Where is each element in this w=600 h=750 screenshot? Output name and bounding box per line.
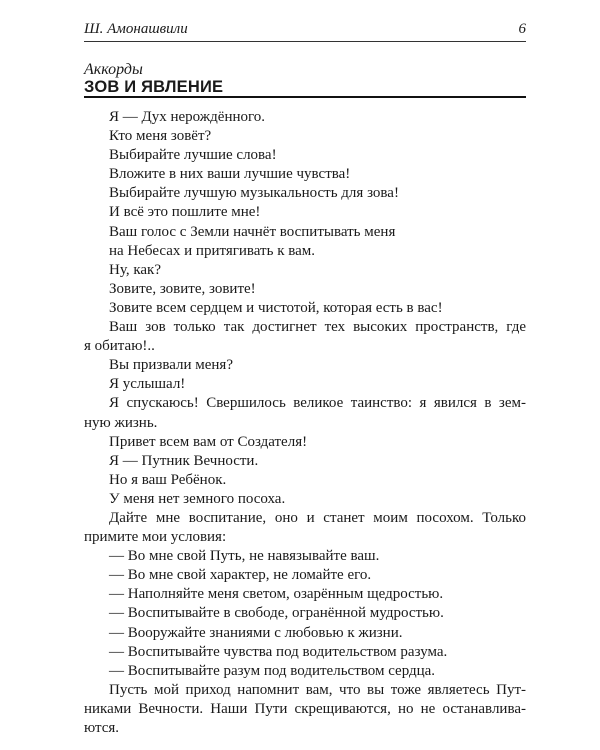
header-divider — [84, 41, 526, 42]
text-line: никами Вечности. Наши Пути скрещиваются, но не останавлива- — [84, 700, 526, 717]
text-line: Я спускаюсь! Свершилось великое таинство: я явился в зем- — [109, 395, 526, 412]
chapter-title: ЗОВ И ЯВЛЕНИЕ — [84, 78, 224, 96]
text-line: Выбирайте лучшие слова! — [109, 147, 277, 164]
text-line: ются. — [84, 720, 120, 736]
header-author: Ш. Амонашвили — [84, 21, 188, 37]
text-line: Я — Путник Вечности. — [109, 452, 259, 469]
text-line: Вы призвали меня? — [109, 357, 233, 374]
text-line: У меня нет земного посоха. — [109, 490, 286, 507]
text-line: Зовите, зовите, зовите! — [109, 280, 256, 297]
list-item: — Вооружайте знаниями с любовью к жизни. — [109, 624, 403, 641]
list-item: — Воспитывайте в свободе, огранённой мудростью. — [109, 605, 444, 622]
text-line: Кто меня зовёт? — [109, 128, 212, 145]
text-line: я обитаю!.. — [84, 338, 155, 355]
running-header — [84, 18, 526, 40]
list-item: — Воспитывайте разум под водительством сердца. — [109, 662, 436, 679]
text-line: Дайте мне воспитание, оно и станет моим посохом. Только — [109, 509, 526, 526]
text-line: Ваш голос с Земли начнёт воспитывать меня — [109, 223, 396, 240]
text-line: Пусть мой приход напомнит вам, что вы тоже являетесь Пут- — [109, 681, 526, 698]
list-item: — Во мне свой Путь, не навязывайте ваш. — [109, 548, 380, 565]
text-line: И всё это пошлите мне! — [109, 204, 261, 221]
text-line: Но я ваш Ребёнок. — [109, 471, 227, 488]
page-number: 6 — [518, 21, 526, 37]
text-line: Вложите в них ваши лучшие чувства! — [109, 166, 351, 183]
title-underline — [84, 96, 526, 98]
text-line: Выбирайте лучшую музыкальность для зова! — [109, 185, 399, 202]
text-line: на Небесах и притягивать к вам. — [109, 242, 316, 259]
poem-body — [84, 108, 526, 738]
list-item: — Воспитывайте чувства под водительством разума. — [109, 643, 448, 660]
text-line: Я услышал! — [109, 376, 186, 393]
text-line: ную жизнь. — [84, 414, 158, 431]
text-line: Зовите всем сердцем и чистотой, которая есть в вас! — [109, 299, 443, 316]
list-item: — Наполняйте меня светом, озарённым щедростью. — [109, 586, 444, 603]
text-line: Я — Дух нерождённого. — [109, 109, 266, 125]
text-line: Привет всем вам от Создателя! — [109, 433, 308, 450]
section-label: Аккорды — [84, 61, 143, 78]
text-line: Ну, как? — [109, 261, 161, 278]
list-item: — Во мне свой характер, не ломайте его. — [109, 567, 372, 584]
text-line: Ваш зов только так достигнет тех высоких пространств, где — [109, 319, 526, 336]
text-line: примите мои условия: — [84, 529, 227, 546]
